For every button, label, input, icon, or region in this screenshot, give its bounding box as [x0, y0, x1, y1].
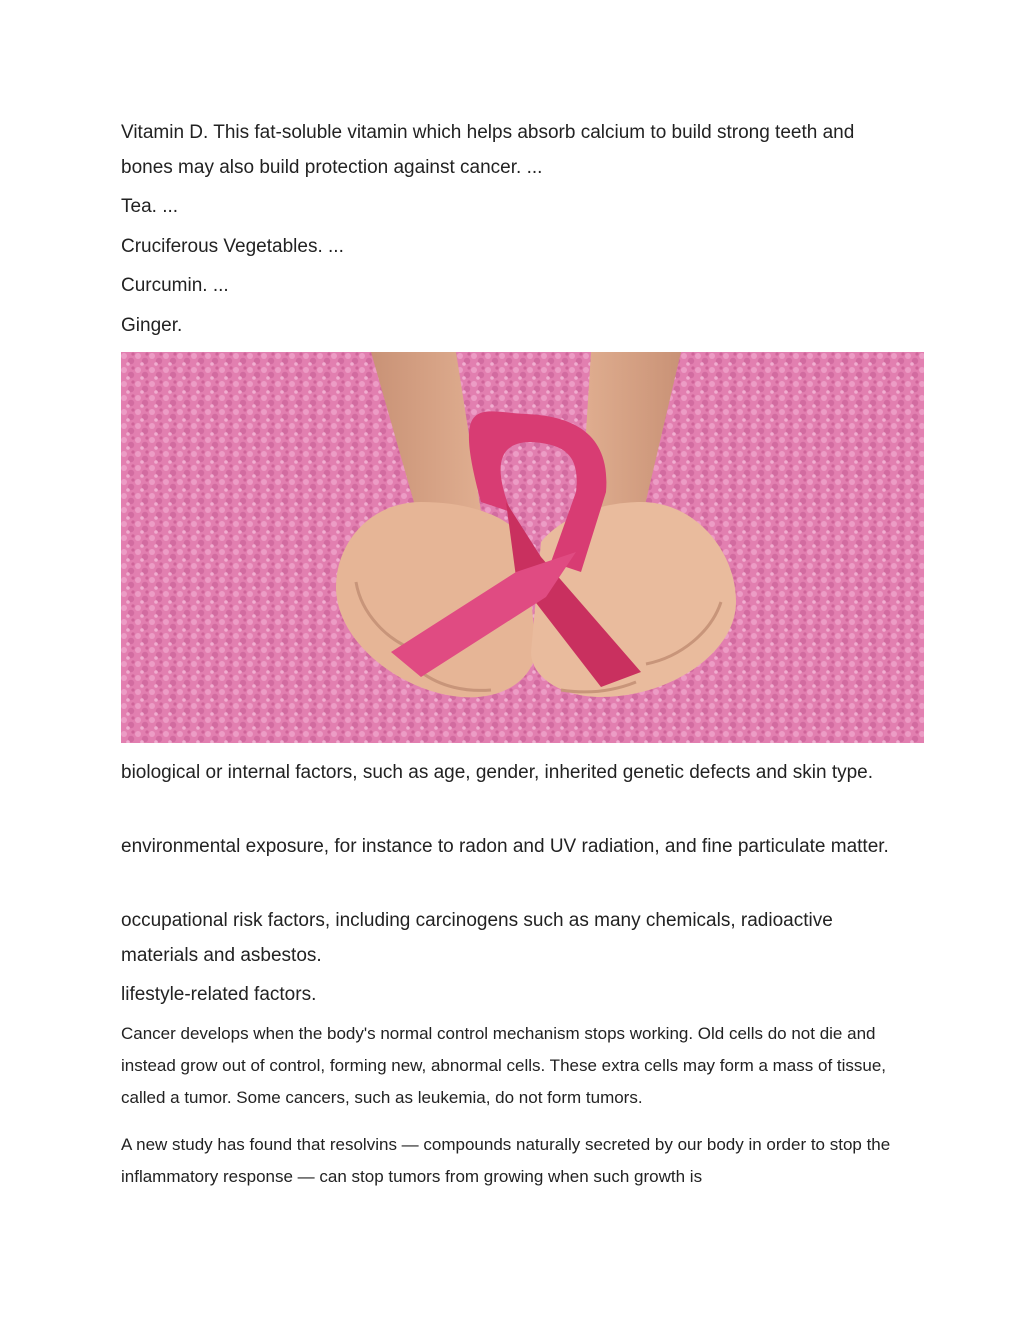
- paragraph-biological-factors: biological or internal factors, such as age, gender, inherited genetic defects and skin type.: [121, 762, 874, 783]
- pink-ribbon-photo: [121, 352, 924, 743]
- paragraph-lifestyle-factors: lifestyle-related factors.: [121, 984, 317, 1005]
- paragraph-occupational-risk: occupational risk factors, including carcinogens such as many chemicals, radioactive materials and asbestos.: [121, 910, 833, 966]
- paragraph-ginger: Ginger.: [121, 315, 183, 336]
- paragraph-cancer-develops: Cancer develops when the body's normal control mechanism stops working. Old cells do not die and instead grow out of control, forming new, abnormal cells. These extra cells may form a mass of tissue, called a tumor. Some cancers, such as leukemia, do not form tumors.: [121, 1024, 887, 1107]
- paragraph-tea: Tea. ...: [121, 196, 179, 217]
- paragraph-vitamin-d: Vitamin D. This fat-soluble vitamin which helps absorb calcium to build strong teeth and bones may also build protection against cancer. ...: [121, 122, 855, 178]
- paragraph-cruciferous: Cruciferous Vegetables. ...: [121, 236, 344, 257]
- pink-ribbon-illustration: [121, 352, 924, 743]
- paragraph-curcumin: Curcumin. ...: [121, 275, 229, 296]
- paragraph-new-study: A new study has found that resolvins — compounds naturally secreted by our body in order to stop the inflammatory response — can stop tumors from growing when such growth is: [121, 1135, 891, 1186]
- paragraph-environmental-exposure: environmental exposure, for instance to radon and UV radiation, and fine particulate matter.: [121, 836, 889, 857]
